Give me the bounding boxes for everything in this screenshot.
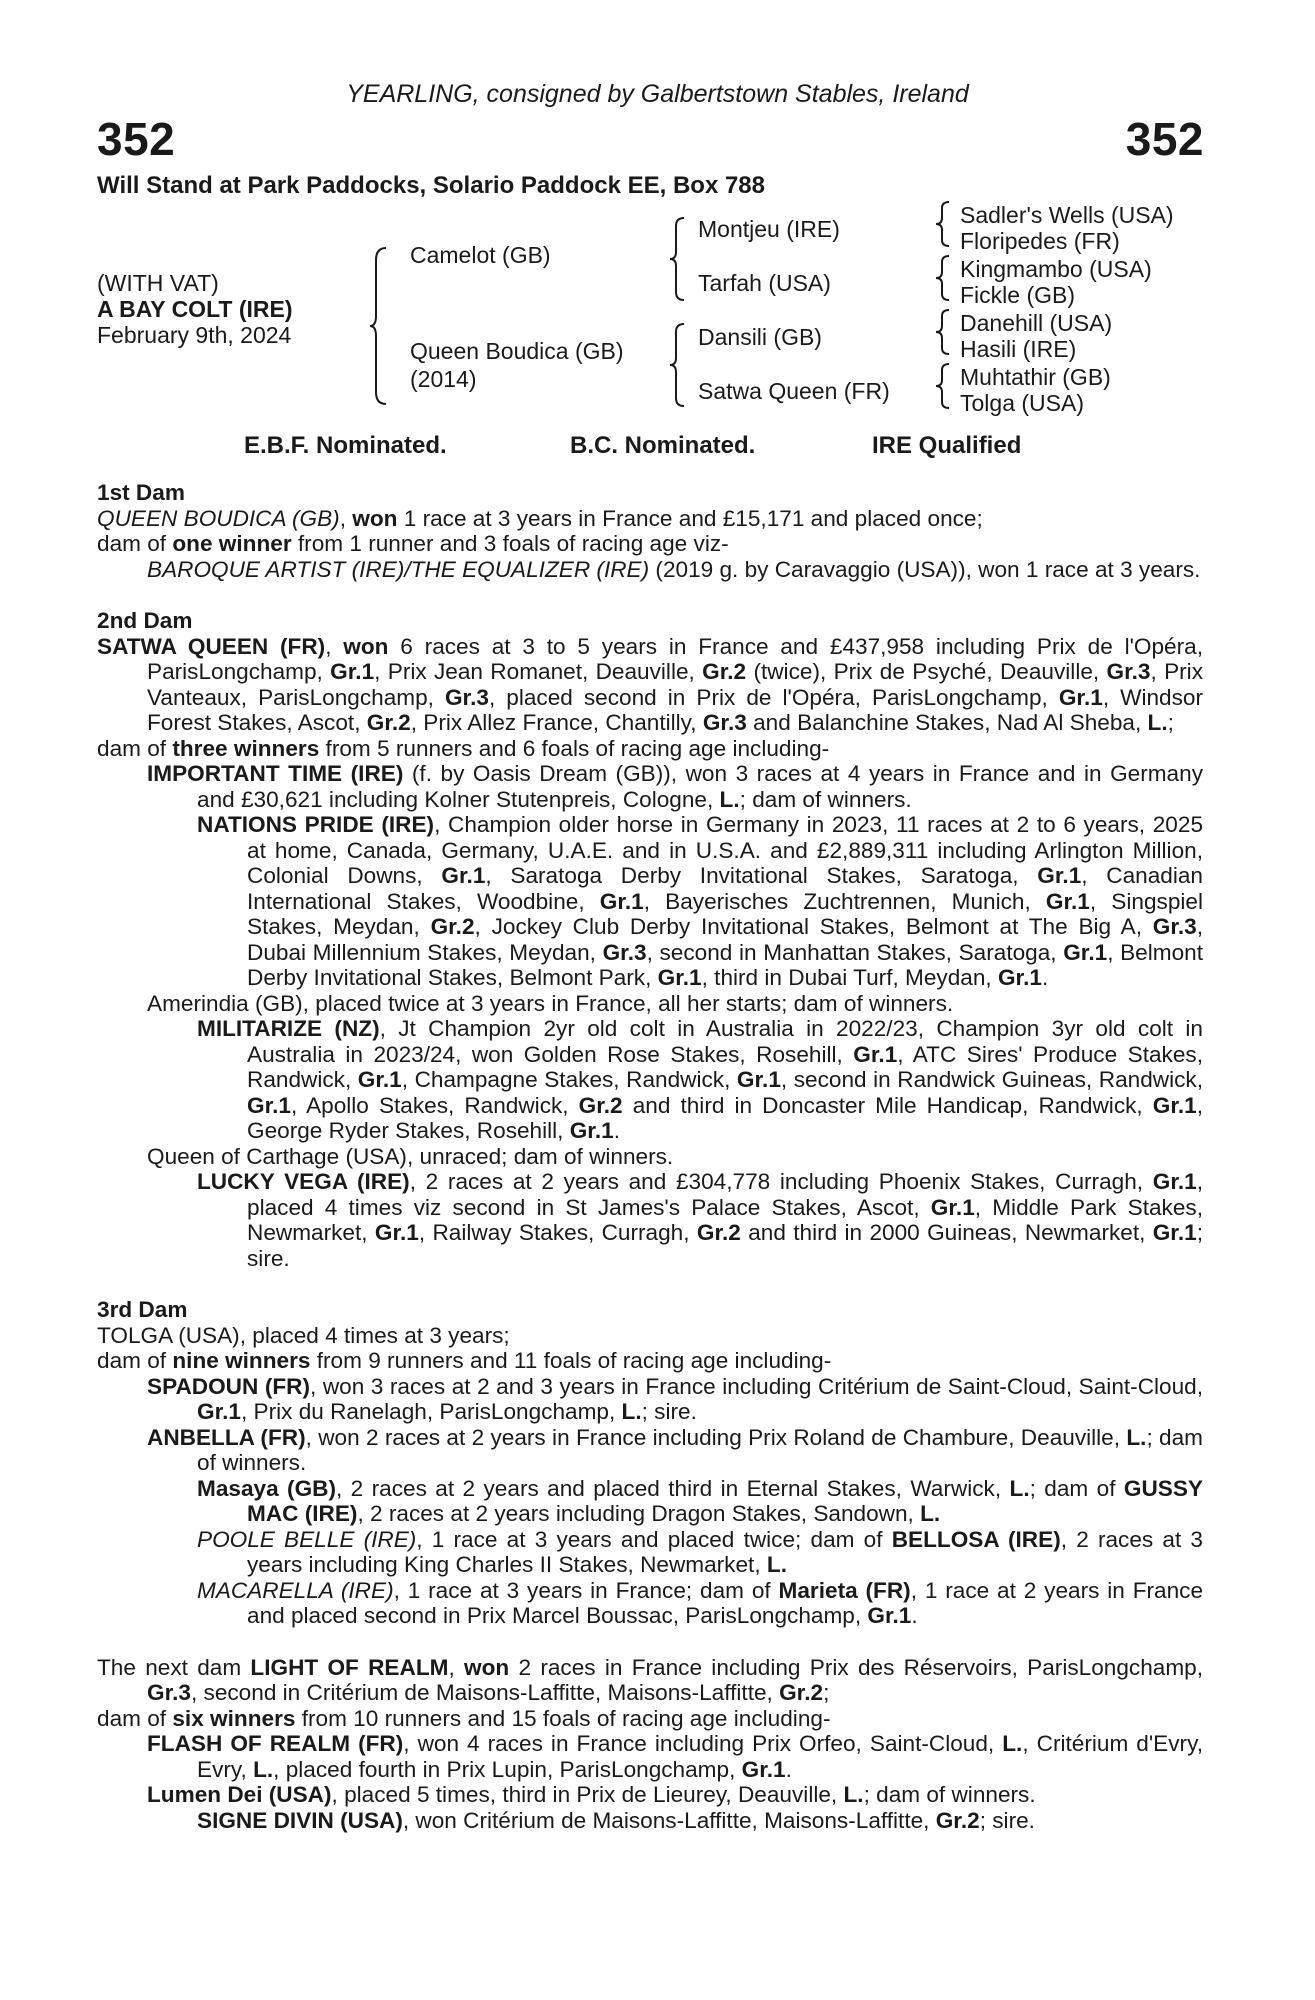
lucky-vega-entry: LUCKY VEGA (IRE), 2 races at 2 years and £304,778 including Phoenix Stakes, Curragh, Gr.1, placed 4 times viz second in St James's Palace Stakes, Ascot, Gr.1, Middle Park Stakes, Newmarket, Gr.1, Railway Stakes, Curragh, Gr.2 and third in 2000 Guineas, Newmarket, Gr.1; sire.: [197, 1169, 1203, 1271]
spadoun-entry: SPADOUN (FR), won 3 races at 2 and 3 years in France including Critérium de Saint-Cloud, Saint-Cloud, Gr.1, Prix du Ranelagh, ParisLongchamp, L.; sire.: [147, 1373, 1204, 1424]
sds: Kingmambo (USA): [960, 256, 1152, 282]
horse-name: A BAY COLT (IRE): [97, 296, 293, 322]
second-dam-produce: dam of three winners from 5 runners and 6 foals of racing age including-: [97, 735, 830, 761]
sss: Sadler's Wells (USA): [960, 202, 1174, 228]
amerindia-entry: Amerindia (GB), placed twice at 3 years in France, all her starts; dam of winners.: [147, 990, 954, 1016]
next-dam-record: The next dam LIGHT OF REALM, won 2 races in France including Prix des Réservoirs, ParisLongchamp, Gr.3, second in Critérium de Maisons-Laffitte, Maisons-Laffitte, Gr.2;: [97, 1654, 1203, 1705]
macarella-entry: MACARELLA (IRE), 1 race at 3 years in France; dam of Marieta (FR), 1 race at 2 years in France and placed second in Prix Marcel Boussac, ParisLongchamp, Gr.1.: [197, 1577, 1204, 1628]
brace-icon: [368, 246, 390, 406]
next-dam-produce: dam of six winners from 10 runners and 15 foals of racing age including-: [97, 1705, 831, 1731]
first-dam-produce: dam of one winner from 1 runner and 3 foals of racing age viz-: [97, 531, 729, 556]
brace-icon: [934, 254, 952, 302]
third-dam-heading: 3rd Dam: [97, 1297, 188, 1322]
militarize-entry: MILITARIZE (NZ), Jt Champion 2yr old colt in Australia in 2022/23, Champion 3yr old colt in Australia in 2023/24, won Golden Rose Stakes, Rosehill, Gr.1, ATC Sires' Produce Stakes, Randwick, Gr.1, Champagne Stakes, Randwick, Gr.1, second in Randwick Guineas, Randwick, Gr.1, Apollo Stakes, Randwick, Gr.2 and third in Doncaster Mile Handicap, Randwick, Gr.1, George Ryder Stakes, Rosehill, Gr.1.: [197, 1016, 1204, 1143]
lumen-dei-entry: Lumen Dei (USA), placed 5 times, third in Prix de Lieurey, Deauville, L.; dam of winners.: [147, 1782, 1036, 1807]
ire-qualified: IRE Qualified: [872, 432, 1022, 459]
sire-sire: Montjeu (IRE): [698, 216, 840, 242]
dss: Danehill (USA): [960, 310, 1113, 336]
lot-number-right: 352: [1125, 113, 1204, 165]
vat-label: (WITH VAT): [97, 270, 219, 296]
first-dam-record: QUEEN BOUDICA (GB), won 1 race at 3 years in France and £15,171 and placed once;: [97, 505, 983, 531]
dsd: Hasili (IRE): [960, 336, 1077, 362]
stand-location: Will Stand at Park Paddocks, Solario Paddock EE, Box 788: [97, 172, 766, 199]
flash-of-realm-entry: FLASH OF REALM (FR), won 4 races in France including Prix Orfeo, Saint-Cloud, L., Critérium d'Evry, Evry, L., placed fourth in Prix Lupin, ParisLongchamp, Gr.1.: [147, 1731, 1203, 1782]
dam-year: (2014): [410, 366, 477, 392]
anbella-entry: ANBELLA (FR), won 2 races at 2 years in France including Prix Roland de Chambure, Deauville, L.; dam of winners.: [147, 1424, 1203, 1475]
second-dam-record: SATWA QUEEN (FR), won 6 races at 3 to 5 years in France and £437,958 including Prix de l'Opéra, ParisLongchamp, Gr.1, Prix Jean Romanet, Deauville, Gr.2 (twice), Prix de Psyché, Deauville, Gr.3, Prix Vanteaux, ParisLongchamp, Gr.3, placed second in Prix de l'Opéra, ParisLongchamp, Gr.1, Windsor Forest Stakes, Ascot, Gr.2, Prix Allez France, Chantilly, Gr.3 and Balanchine Stakes, Nad Al Sheba, L.;: [97, 633, 1204, 735]
dam-sire: Dansili (GB): [698, 324, 822, 350]
poole-belle-entry: POOLE BELLE (IRE), 1 race at 3 years and placed twice; dam of BELLOSA (IRE), 2 races at 3 years including King Charles II Stakes, Newmarket, L.: [197, 1526, 1203, 1577]
ssd: Floripedes (FR): [960, 228, 1120, 254]
sire-dam: Tarfah (USA): [698, 270, 831, 296]
masaya-entry: Masaya (GB), 2 races at 2 years and placed third in Eternal Stakes, Warwick, L.; dam of GUSSY MAC (IRE), 2 races at 2 years including Dragon Stakes, Sandown, L.: [197, 1475, 1203, 1526]
ddd: Tolga (USA): [960, 390, 1084, 416]
brace-icon: [668, 322, 688, 408]
brace-icon: [934, 362, 952, 410]
brace-icon: [934, 308, 952, 356]
brace-icon: [934, 200, 952, 248]
third-dam-record: TOLGA (USA), placed 4 times at 3 years;: [97, 1322, 510, 1348]
catalogue-body: [97, 480, 1203, 1833]
signe-divin-entry: SIGNE DIVIN (USA), won Critérium de Maisons-Laffitte, Maisons-Laffitte, Gr.2; sire.: [197, 1807, 1035, 1833]
foaling-date: February 9th, 2024: [97, 322, 292, 348]
subtitle: YEARLING, consigned by Galbertstown Stables, Ireland: [346, 80, 969, 108]
sire: Camelot (GB): [410, 242, 551, 268]
sdd: Fickle (GB): [960, 282, 1075, 308]
dds: Muhtathir (GB): [960, 364, 1111, 390]
third-dam-produce: dam of nine winners from 9 runners and 11 foals of racing age including-: [97, 1348, 832, 1373]
nations-pride-entry: NATIONS PRIDE (IRE), Champion older horse in Germany in 2023, 11 races at 2 to 6 years, 2025 at home, Canada, Germany, U.A.E. and in U.S.A. and £2,889,311 including Arlington Million, Colonial Downs, Gr.1, Saratoga Derby Invitational Stakes, Saratoga, Gr.1, Canadian International Stakes, Woodbine, Gr.1, Bayerisches Zuchtrennen, Munich, Gr.1, Singspiel Stakes, Meydan, Gr.2, Jockey Club Derby Invitational Stakes, Belmont at The Big A, Gr.3, Dubai Millennium Stakes, Meydan, Gr.3, second in Manhattan Stakes, Saratoga, Gr.1, Belmont Derby Invitational Stakes, Belmont Park, Gr.1, third in Dubai Turf, Meydan, Gr.1.: [197, 812, 1204, 990]
dam: Queen Boudica (GB): [410, 338, 624, 364]
queen-of-carthage-entry: Queen of Carthage (USA), unraced; dam of winners.: [147, 1143, 674, 1169]
ebf-nomination: E.B.F. Nominated.: [244, 432, 447, 459]
dam-dam: Satwa Queen (FR): [698, 378, 890, 404]
first-dam-offspring: BAROQUE ARTIST (IRE)/THE EQUALIZER (IRE) (2019 g. by Caravaggio (USA)), won 1 race at 3 years.: [147, 556, 1201, 582]
second-dam-heading: 2nd Dam: [97, 608, 193, 633]
important-time-entry: IMPORTANT TIME (IRE) (f. by Oasis Dream (GB)), won 3 races at 4 years in France and in Germany and £30,621 including Kolner Stutenpreis, Cologne, L.; dam of winners.: [147, 761, 1203, 812]
brace-icon: [668, 216, 688, 302]
first-dam-heading: 1st Dam: [97, 480, 185, 505]
lot-number-left: 352: [97, 113, 176, 165]
bc-nomination: B.C. Nominated.: [570, 432, 756, 459]
